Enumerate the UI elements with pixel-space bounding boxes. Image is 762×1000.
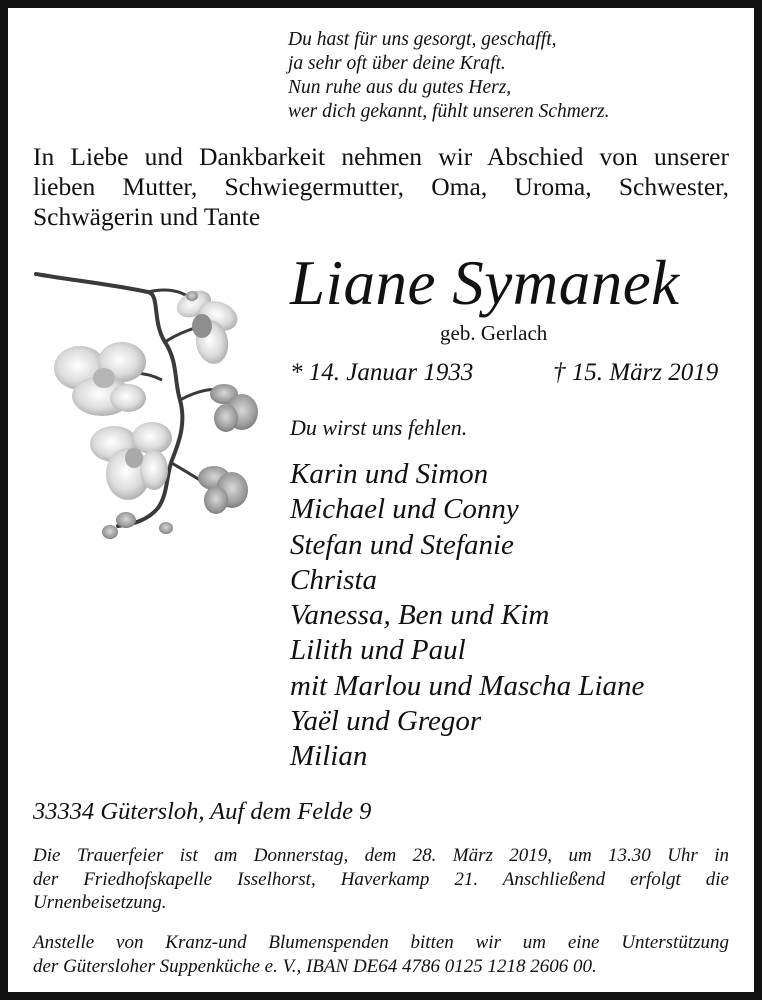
- family-member: Milian: [290, 740, 368, 773]
- orchid-branch-icon: [30, 262, 260, 552]
- family-member: Yaël und Gregor: [290, 705, 482, 738]
- intro-line: Schwägerin und Tante: [33, 202, 261, 231]
- deceased-name: Liane Symanek: [290, 248, 680, 318]
- closing-line: Du wirst uns fehlen.: [290, 415, 468, 440]
- family-list: [290, 457, 644, 775]
- donation-line: der Gütersloher Suppenküche e. V., IBAN DE64 4786 0125 1218 2606 00.: [33, 955, 597, 977]
- family-member: Vanessa, Ben und Kim: [290, 599, 550, 632]
- donation-notice: [33, 931, 729, 978]
- intro-text: [33, 142, 729, 232]
- family-member: Stefan und Stefanie: [290, 528, 514, 561]
- maiden-name: geb. Gerlach: [440, 321, 548, 345]
- intro-line: lieben Mutter, Schwiegermutter, Oma, Uroma, Schwester,: [33, 172, 729, 201]
- funeral-line: Urnenbeisetzung.: [33, 892, 167, 913]
- family-member: Christa: [290, 563, 378, 596]
- family-member: Michael und Conny: [290, 493, 519, 526]
- family-member: Lilith und Paul: [290, 634, 466, 667]
- death-date: † 15. März 2019: [553, 359, 719, 386]
- funeral-notice: [33, 844, 729, 915]
- poem-line: Nun ruhe aus du gutes Herz,: [288, 77, 512, 98]
- donation-line: Anstelle von Kranz-und Blumenspenden bitten wir um eine Unterstützung: [33, 932, 729, 953]
- funeral-line: Die Trauerfeier ist am Donnerstag, dem 28. März 2019, um 13.30 Uhr in: [33, 845, 729, 866]
- poem-line: wer dich gekannt, fühlt unseren Schmerz.: [288, 101, 610, 122]
- intro-line: In Liebe und Dankbarkeit nehmen wir Abschied von unserer: [33, 142, 729, 171]
- address: 33334 Gütersloh, Auf dem Felde 9: [33, 798, 372, 825]
- family-member: Karin und Simon: [290, 458, 489, 490]
- family-member: mit Marlou und Mascha Liane: [290, 669, 645, 702]
- poem: [288, 28, 610, 124]
- birth-date: * 14. Januar 1933: [290, 359, 474, 386]
- poem-line: ja sehr oft über deine Kraft.: [288, 53, 506, 74]
- funeral-line: der Friedhofskapelle Isselhorst, Haverkamp 21. Anschließend erfolgt die: [33, 868, 729, 890]
- poem-line: Du hast für uns gesorgt, geschafft,: [288, 29, 557, 50]
